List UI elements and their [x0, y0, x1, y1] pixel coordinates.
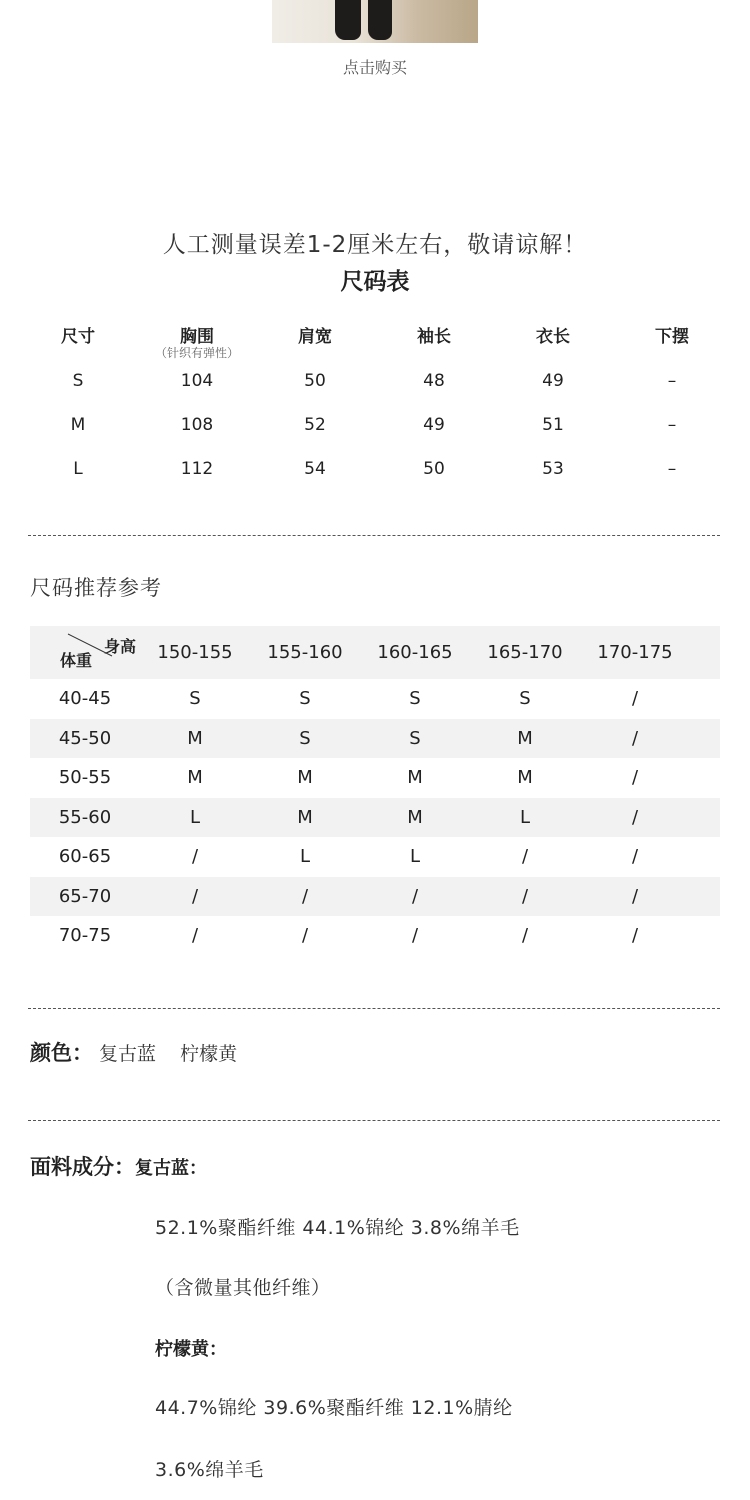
size-table	[0, 0, 750, 500]
height-range-header: 150-155	[157, 642, 233, 663]
size-cell: /	[631, 925, 639, 947]
weight-range: 55-60	[58, 806, 112, 828]
hem-header: 下摆	[655, 327, 689, 347]
size-cell: S	[189, 688, 201, 710]
table-cell: –	[667, 371, 677, 391]
divider	[28, 1120, 720, 1121]
table-row	[30, 758, 720, 798]
size-cell: M	[407, 767, 423, 789]
size-cell: /	[301, 885, 309, 907]
table-cell: –	[667, 415, 677, 435]
table-cell: 53	[542, 459, 564, 479]
table-cell: M	[70, 415, 86, 435]
size-cell: M	[297, 806, 313, 828]
color-label: 颜色：	[30, 1041, 93, 1065]
size-cell: /	[631, 767, 639, 789]
size-cell: /	[411, 885, 419, 907]
table-row	[30, 916, 720, 956]
size-cell: /	[631, 885, 639, 907]
table-cell: 50	[304, 371, 326, 391]
chest-note: （针织有弹性）	[154, 346, 239, 360]
size-cell: S	[409, 727, 421, 749]
table-cell: 104	[180, 371, 214, 391]
divider	[28, 1008, 720, 1009]
table-row	[30, 877, 720, 917]
table-cell: –	[667, 459, 677, 479]
size-chart-title: 尺码表	[340, 269, 410, 295]
weight-range: 65-70	[58, 885, 112, 907]
fabric-blue-note: （含微量其他纤维）	[155, 1277, 331, 1299]
height-range-header: 155-160	[267, 642, 343, 663]
fabric-blue-label: 复古蓝：	[135, 1158, 207, 1179]
size-cell: /	[301, 925, 309, 947]
color-value: 柠檬黄	[180, 1043, 238, 1065]
size-cell: L	[409, 846, 421, 868]
shoulder-header: 肩宽	[298, 327, 332, 347]
recommend-table	[30, 626, 720, 956]
size-cell: M	[297, 767, 313, 789]
table-cell: 48	[423, 371, 445, 391]
size-cell: /	[521, 846, 529, 868]
corner-cell	[30, 626, 140, 679]
divider	[28, 535, 720, 536]
size-header: 尺寸	[61, 327, 95, 347]
size-cell: /	[411, 925, 419, 947]
fabric-yellow-composition: 44.7%锦纶 39.6%聚酯纤维 12.1%腈纶	[155, 1397, 513, 1419]
table-cell: 108	[180, 415, 214, 435]
table-cell: S	[72, 371, 84, 391]
size-cell: /	[631, 846, 639, 868]
size-cell: M	[517, 767, 533, 789]
table-cell: 54	[304, 459, 326, 479]
length-header: 衣长	[536, 327, 570, 347]
size-cell: /	[521, 885, 529, 907]
size-cell: /	[191, 885, 199, 907]
color-options	[30, 1037, 255, 1067]
table-row	[30, 719, 720, 759]
size-cell: L	[189, 806, 201, 828]
table-cell: 51	[542, 415, 564, 435]
measurement-notice: 人工测量误差1-2厘米左右，敬请谅解！	[162, 232, 588, 258]
table-cell: 50	[423, 459, 445, 479]
fabric-blue-composition: 52.1%聚酯纤维 44.1%锦纶 3.8%绵羊毛	[155, 1217, 520, 1239]
table-cell: 112	[180, 459, 214, 479]
size-cell: S	[299, 727, 311, 749]
height-range-header: 160-165	[377, 642, 453, 663]
fabric-yellow-label: 柠檬黄：	[155, 1339, 227, 1360]
color-value: 复古蓝	[99, 1043, 157, 1065]
fabric-label	[30, 1151, 207, 1181]
size-cell: /	[191, 925, 199, 947]
height-label: 身高	[103, 637, 136, 656]
weight-range: 50-55	[58, 767, 112, 789]
height-range-header: 165-170	[487, 642, 563, 663]
table-cell: 49	[423, 415, 445, 435]
size-cell: /	[521, 925, 529, 947]
buy-link[interactable]: 点击购买	[342, 58, 407, 77]
chest-header: 胸围	[180, 327, 214, 347]
size-cell: /	[631, 806, 639, 828]
weight-label: 体重	[60, 651, 93, 670]
table-cell: 49	[542, 371, 564, 391]
size-cell: S	[409, 688, 421, 710]
size-cell: M	[407, 806, 423, 828]
height-range-header: 170-175	[597, 642, 673, 663]
size-cell: /	[631, 688, 639, 710]
weight-range: 45-50	[58, 727, 112, 749]
size-cell: M	[517, 727, 533, 749]
table-cell: L	[73, 459, 83, 479]
size-cell: L	[519, 806, 531, 828]
table-row	[30, 679, 720, 719]
weight-range: 70-75	[58, 925, 112, 947]
fabric-title: 面料成分：	[30, 1155, 135, 1179]
size-cell: S	[299, 688, 311, 710]
table-header-row	[30, 626, 720, 679]
sleeve-header: 袖长	[417, 327, 451, 347]
size-cell: /	[191, 846, 199, 868]
size-cell: L	[299, 846, 311, 868]
recommend-title: 尺码推荐参考	[30, 576, 162, 600]
size-cell: /	[631, 727, 639, 749]
table-row	[30, 798, 720, 838]
table-cell: 52	[304, 415, 326, 435]
weight-range: 60-65	[58, 846, 112, 868]
size-cell: S	[519, 688, 531, 710]
weight-range: 40-45	[58, 688, 112, 710]
size-cell: M	[187, 767, 203, 789]
fabric-yellow-composition-2: 3.6%绵羊毛	[155, 1459, 264, 1481]
table-row	[30, 837, 720, 877]
size-cell: M	[187, 727, 203, 749]
